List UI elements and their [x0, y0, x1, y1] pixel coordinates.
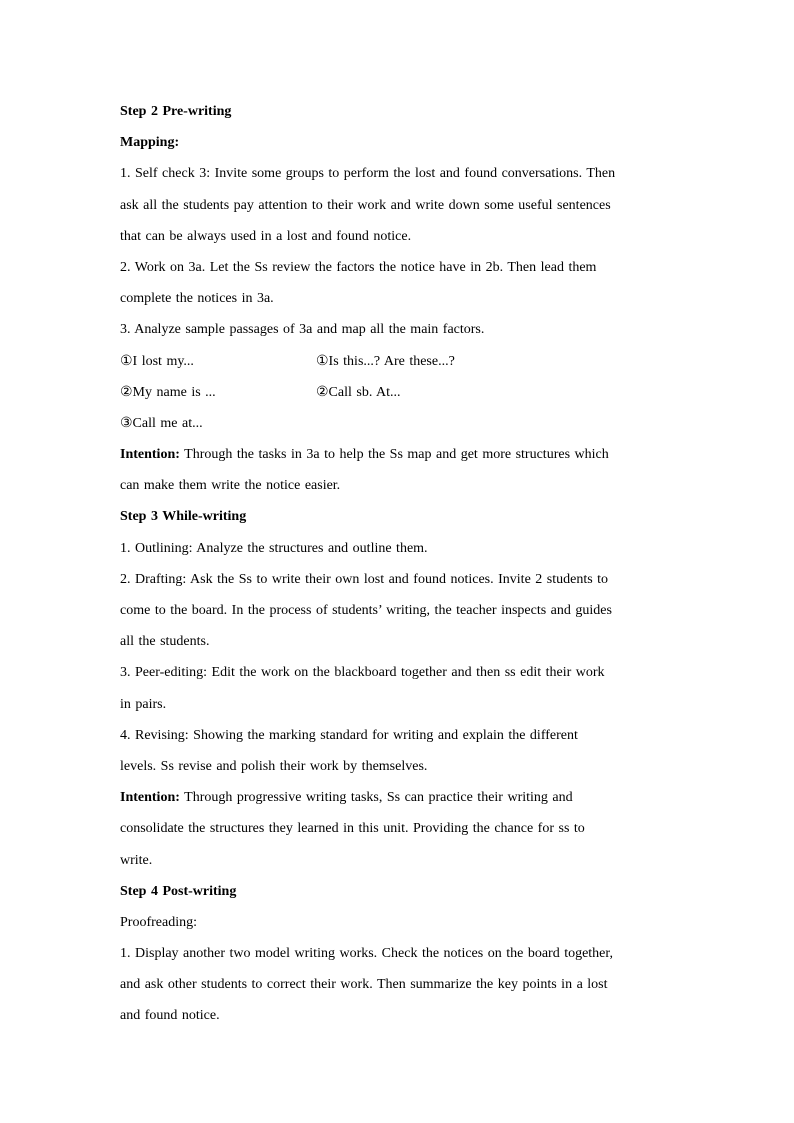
step2-item1-line: ask all the students pay attention to their work and write down some useful sentences [120, 197, 611, 213]
structure-row [120, 413, 680, 444]
proofreading-label: Proofreading: [120, 914, 197, 930]
step4-item1-line: 1. Display another two model writing works. Check the notices on the board together, [120, 946, 613, 962]
mapping-label: Mapping: [120, 135, 180, 151]
structure-left: ③Call me at... [120, 415, 203, 431]
structure-right: ②Call sb. At... [316, 384, 401, 400]
structure-left: ②My name is ... [120, 384, 216, 400]
step3-item4-line: 4. Revising: Showing the marking standard for writing and explain the different [120, 727, 578, 743]
structure-row [120, 351, 680, 382]
step3-intention [120, 787, 680, 818]
structure-left: ①I lost my... [120, 353, 194, 369]
structure-right: ①Is this...? Are these...? [316, 353, 455, 369]
step2-heading: Step 2 Pre-writing [120, 104, 232, 119]
step3-item2-line: 2. Drafting: Ask the Ss to write their own lost and found notices. Invite 2 students to [120, 571, 609, 587]
intention-label: Intention: [120, 790, 180, 806]
intention-text: Through progressive writing tasks, Ss can practice their writing and [179, 790, 573, 806]
step2-item1-line: 1. Self check 3: Invite some groups to perform the lost and found conversations. Then [120, 166, 616, 182]
step3-intention-line: write. [120, 852, 153, 868]
step3-item4-line: levels. Ss revise and polish their work by themselves. [120, 758, 428, 774]
intention-label: Intention: [120, 447, 180, 463]
step3-item2-line: come to the board. In the process of students’ writing, the teacher inspects and guides [120, 603, 612, 618]
step2-item2-line: complete the notices in 3a. [120, 291, 274, 307]
step4-item1-line: and found notice. [120, 1008, 220, 1024]
step2-item2-line: 2. Work on 3a. Let the Ss review the factors the notice have in 2b. Then lead them [120, 259, 597, 275]
step3-heading: Step 3 While-writing [120, 509, 247, 525]
step2-intention-line: can make them write the notice easier. [120, 478, 341, 494]
intention-text: Through the tasks in 3a to help the Ss map and get more structures which [179, 447, 609, 463]
step2-intention [120, 444, 680, 475]
step2-item3: 3. Analyze sample passages of 3a and map all the main factors. [120, 322, 485, 338]
step4-item1-line: and ask other students to correct their work. Then summarize the key points in a lost [120, 977, 608, 993]
document-body [120, 101, 680, 1037]
step3-item3-line: in pairs. [120, 696, 167, 712]
step3-intention-line: consolidate the structures they learned in this unit. Providing the chance for ss to [120, 821, 585, 837]
step3-item3-line: 3. Peer-editing: Edit the work on the blackboard together and then ss edit their work [120, 665, 605, 681]
structure-row [120, 382, 680, 413]
step4-heading: Step 4 Post-writing [120, 883, 237, 899]
step3-item2-line: all the students. [120, 634, 210, 650]
step3-item1: 1. Outlining: Analyze the structures and outline them. [120, 540, 428, 556]
step2-item1-line: that can be always used in a lost and found notice. [120, 228, 412, 244]
